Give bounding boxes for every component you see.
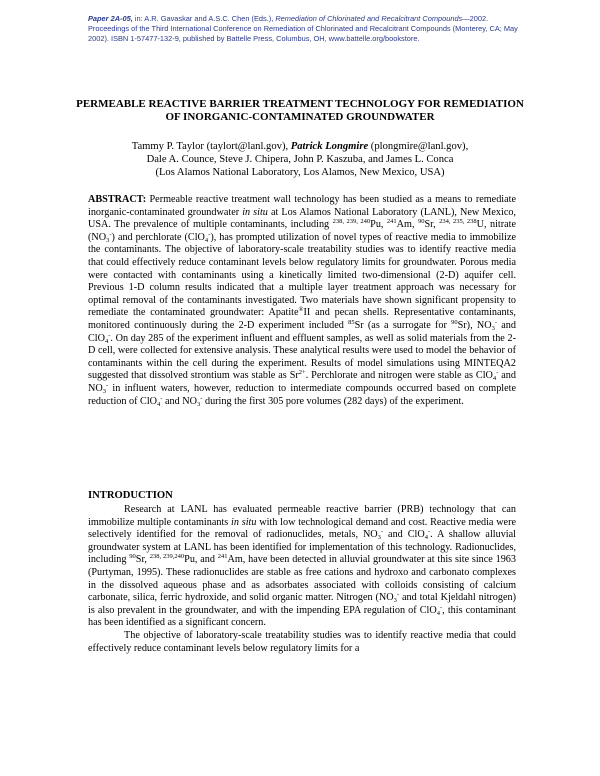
citation-year: —2002. <box>462 14 489 23</box>
paper-ref: Paper 2A-05, <box>88 14 133 23</box>
book-title: Remediation of Chlorinated and Recalcitrant Compounds <box>275 14 463 23</box>
corresponding-author: Patrick Longmire <box>290 141 369 152</box>
abstract-label: ABSTRACT: <box>88 194 147 205</box>
citation-header <box>88 14 528 44</box>
intro-paragraph-2: The objective of laboratory-scale treatability studies was to identify reactive media that could effectively reduce contaminant levels below regulatory limits for a <box>88 629 516 654</box>
citation-text: in: A.R. Gavaskar and A.S.C. Chen (Eds.), <box>132 14 276 23</box>
abstract: ABSTRACT: Permeable reactive treatment wall technology has been studied as a means to remediate inorganic-contaminated groundwater in situ at Los Alamos National Laboratory (LANL), New Mexico, USA. The prevalence of multiple contaminants, including $^{238, 239, 240}$Pu, $^{241}$Am, $^{90}$Sr, $^{234, 235, 238}$U, nitrate $(NO_3^-)$ and perchlorate (ClO$_4$-), has prompted utilization of novel types of reactive media to immobilize the contaminants. The objective of laboratory-scale treatability studies was to identify reactive media that could effectively reduce contaminant levels below regulatory limits for groundwater. Porous media were contacted with contaminants using a kinetically limited two-dimensional (2-D) aquifer cell. Previous 1-D column results indicated that a multiple layer treatment approach was necessary for optimal removal of the contaminants investigated. Two materials have shown significant propensity to remediate the contaminated groundwater: Apatite®II and pecan shells. Representative contaminants, monitored continuously during the 2-D experiment included $^{85}$Sr (as a surrogate for $^{90}$Sr), $NO_3^-$ and ClO$_4$-. On day 285 of the experiment influent and effluent samples, as well as solid materials from the 2-D cell, were collected for extensive analysis. These analytical results were used to model the behavior of contaminants within the cell during the experiment. Results of model simulations using MINTEQA2 suggested that dissolved strontium was stable as $Sr^{2+}$. Perchlorate and nitrogen were stable as ClO$_4$- and $NO_3^-$ in influent waters, however, reduction to intermediate compounds occurred based on complete reduction of ClO$_4$- and $NO_3^-$ during the first 305 pore volumes (282 days) of the experiment. <box>88 194 517 408</box>
author-block <box>70 140 530 179</box>
introduction-body <box>88 504 516 655</box>
introduction-heading: INTRODUCTION <box>88 490 173 501</box>
author-line-2: Dale A. Counce, Steve J. Chipera, John P. Kaszuba, and James L. Conca <box>146 154 454 165</box>
affiliation: (Los Alamos National Laboratory, Los Alamos, New Mexico, USA) <box>155 167 445 178</box>
citation-proceedings: Proceedings of the Third International Conference on Remediation of Chlorinated and Recalcitrant Compounds (Monterey, CA; May 2002). ISBN 1-57477-132-9, published by Battelle Press, Columbus, OH, www.battelle.org/bookstore. <box>88 24 518 43</box>
paper-title: PERMEABLE REACTIVE BARRIER TREATMENT TECHNOLOGY FOR REMEDIATION OF INORGANIC-CONTAMINATED GROUNDWATER <box>76 98 524 123</box>
intro-paragraph-1: Research at LANL has evaluated permeable reactive barrier (PRB) technology that can immobilize multiple contaminants in situ with low technological demand and cost. Reactive media were selectively identified for the removal of radionuclides, metals, $NO_3^-$ and ClO$_4$-. A shallow alluvial groundwater system at LANL has been identified for implementation of this technology. Radionuclides, including $^{90}$Sr, $^{238, 239,240}$Pu, and $^{241}$Am, have been detected in alluvial groundwater at this site since 1963 (Purtyman, 1995). These radionuclides are stable as free cations and hydroxo and carbonato complexes in the dissolved aqueous phase and as adsorbates associated with colloids consisting of calcium carbonate, silica, ferric hydroxide, and solid organic matter. Nitrogen ($NO_3^-$ and total Kjeldahl nitrogen) is also prevalent in the groundwater, and with the impending EPA regulation of ClO$_4$-, this contaminant has been identified as a significant concern. <box>88 504 516 629</box>
author-line-1: Tammy P. Taylor (taylort@lanl.gov), Patrick Longmire (plongmire@lanl.gov), <box>131 141 469 152</box>
